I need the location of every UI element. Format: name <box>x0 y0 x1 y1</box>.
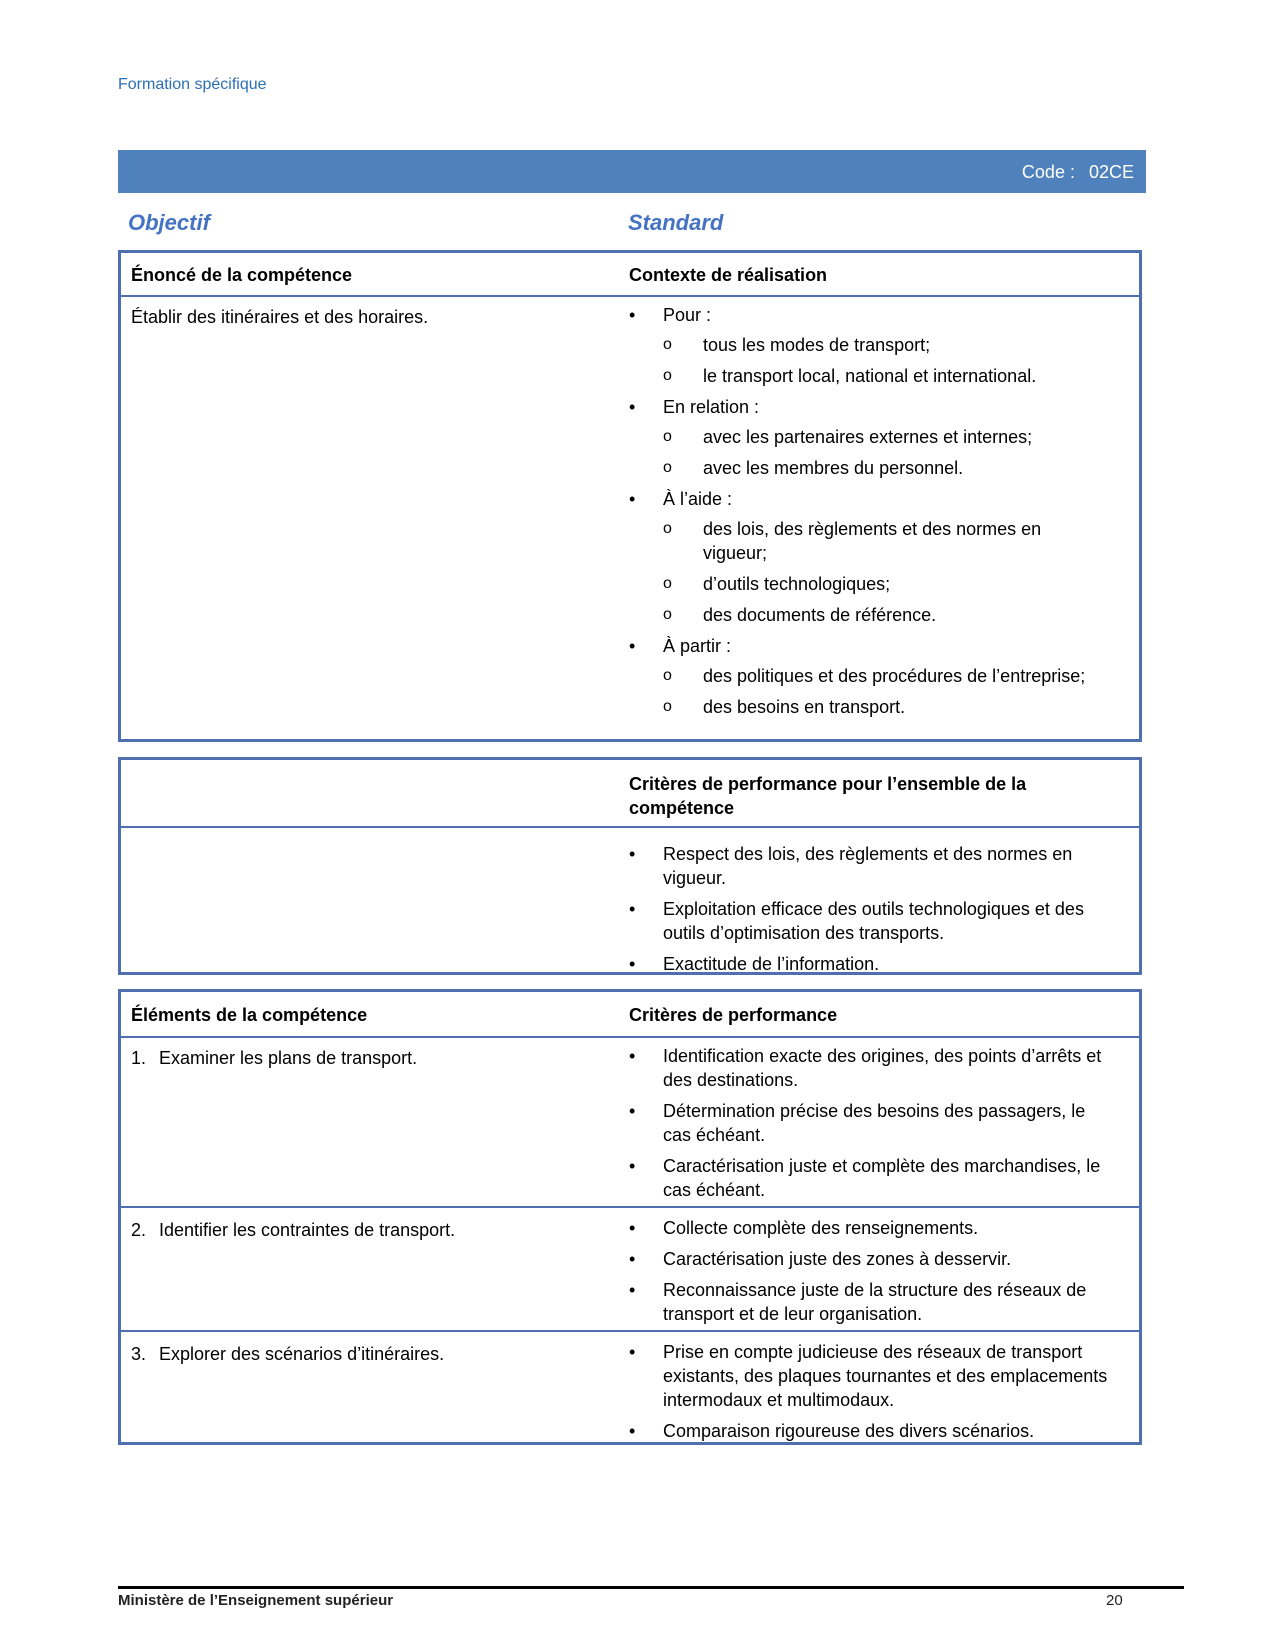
element-label <box>131 1220 621 1241</box>
element-row <box>121 1330 1139 1444</box>
contexte-list <box>629 303 1109 726</box>
critere-ensemble-item-text: Exploitation efficace des outils technologiques et des outils d’optimisation des transports. <box>663 899 1084 943</box>
critere-item <box>629 1154 1109 1202</box>
critere-item-text: Reconnaissance juste de la structure des réseaux de transport et de leur organisation. <box>663 1280 1087 1324</box>
contexte-subitem-text: avec les membres du personnel. <box>703 458 964 478</box>
critere-item-text: Comparaison rigoureuse des divers scénarios. <box>663 1421 1035 1441</box>
contexte-item <box>629 634 1109 719</box>
element-number: 3. <box>131 1344 147 1364</box>
contexte-subitem-text: tous les modes de transport; <box>703 335 931 355</box>
code-field <box>1022 162 1134 183</box>
criteres-ensemble-header-row <box>121 760 1139 828</box>
competence-box <box>118 250 1142 742</box>
contexte-header: Contexte de réalisation <box>629 265 828 285</box>
critere-item <box>629 1099 1109 1147</box>
enonce-header: Énoncé de la compétence <box>131 265 353 285</box>
critere-item <box>629 1044 1109 1092</box>
contexte-subitem <box>663 517 1109 565</box>
footer-ministry: Ministère de l’Enseignement supérieur <box>118 1592 394 1609</box>
contexte-subitem <box>663 695 1109 719</box>
header-label: Formation spécifique <box>118 76 267 93</box>
elements-header-row <box>121 992 1139 1038</box>
contexte-subitem-text: des lois, des règlements et des normes en vigueur; <box>703 519 1042 563</box>
contexte-subitem <box>663 572 1109 596</box>
critere-item-text: Prise en compte judicieuse des réseaux de transport existants, des plaques tournantes et des emplacements intermodaux et multimodaux. <box>663 1342 1108 1410</box>
critere-item <box>629 1419 1109 1443</box>
contexte-subitem-text: des besoins en transport. <box>703 697 906 717</box>
critere-item-text: Détermination précise des besoins des passagers, le cas échéant. <box>663 1101 1086 1145</box>
critere-ensemble-item <box>629 842 1109 890</box>
contexte-subitem-text: des documents de référence. <box>703 605 937 625</box>
contexte-item-text: En relation : <box>663 397 760 417</box>
contexte-subitem-text: des politiques et des procédures de l’entreprise; <box>703 666 1086 686</box>
critere-item <box>629 1216 1109 1240</box>
element-criteria <box>629 1044 1109 1209</box>
element-criteria <box>629 1340 1109 1450</box>
contexte-subitem <box>663 364 1109 388</box>
competence-header-row <box>121 253 1139 297</box>
element-label-text: Explorer des scénarios d’itinéraires. <box>159 1344 445 1364</box>
contexte-item-text: À l’aide : <box>663 489 733 509</box>
critere-ensemble-item-text: Exactitude de l’information. <box>663 954 880 974</box>
contexte-subitem-text: d’outils technologiques; <box>703 574 891 594</box>
enonce-text: Établir des itinéraires et des horaires. <box>131 307 429 327</box>
critere-item <box>629 1340 1109 1412</box>
critere-item-text: Caractérisation juste et complète des marchandises, le cas échéant. <box>663 1156 1101 1200</box>
footer-rule <box>118 1586 1184 1589</box>
critere-ensemble-item <box>629 952 1109 976</box>
standard-title: Standard <box>628 210 724 235</box>
critere-ensemble-item <box>629 897 1109 945</box>
element-number: 1. <box>131 1048 147 1068</box>
element-label-text: Examiner les plans de transport. <box>159 1048 418 1068</box>
elements-right-header: Critères de performance <box>629 1005 838 1025</box>
critere-item-text: Collecte complète des renseignements. <box>663 1218 979 1238</box>
code-label: Code : <box>1021 162 1075 182</box>
code-bar <box>118 150 1146 193</box>
criteres-ensemble-header: Critères de performance pour l’ensemble de la compétence <box>629 774 1027 818</box>
contexte-subitem-text: le transport local, national et international. <box>703 366 1037 386</box>
contexte-subitem-text: avec les partenaires externes et internes; <box>703 427 1033 447</box>
critere-item-text: Caractérisation juste des zones à desservir. <box>663 1249 1012 1269</box>
critere-ensemble-item-text: Respect des lois, des règlements et des normes en vigueur. <box>663 844 1073 888</box>
objective-title: Objectif <box>128 210 210 235</box>
elements-box <box>118 989 1142 1445</box>
element-number: 2. <box>131 1220 147 1240</box>
contexte-subitem <box>663 456 1109 480</box>
element-row <box>121 1206 1139 1332</box>
contexte-item-text: Pour : <box>663 305 712 325</box>
contexte-subitem <box>663 664 1109 688</box>
contexte-item <box>629 395 1109 480</box>
contexte-item-text: À partir : <box>663 636 732 656</box>
critere-item <box>629 1247 1109 1271</box>
contexte-subitem <box>663 425 1109 449</box>
contexte-subitem <box>663 603 1109 627</box>
element-label <box>131 1344 621 1365</box>
contexte-subitem <box>663 333 1109 357</box>
criteres-ensemble-list <box>629 842 1109 983</box>
element-label <box>131 1048 621 1069</box>
element-row <box>121 1036 1139 1206</box>
element-criteria <box>629 1216 1109 1333</box>
critere-item-text: Identification exacte des origines, des points d’arrêts et des destinations. <box>663 1046 1102 1090</box>
elements-left-header: Éléments de la compétence <box>131 1005 368 1025</box>
footer-page-number: 20 <box>1106 1592 1123 1609</box>
criteres-ensemble-box <box>118 757 1142 975</box>
code-value: 02CE <box>1088 162 1134 182</box>
contexte-item <box>629 487 1109 627</box>
contexte-item <box>629 303 1109 388</box>
element-label-text: Identifier les contraintes de transport. <box>159 1220 456 1240</box>
critere-item <box>629 1278 1109 1326</box>
